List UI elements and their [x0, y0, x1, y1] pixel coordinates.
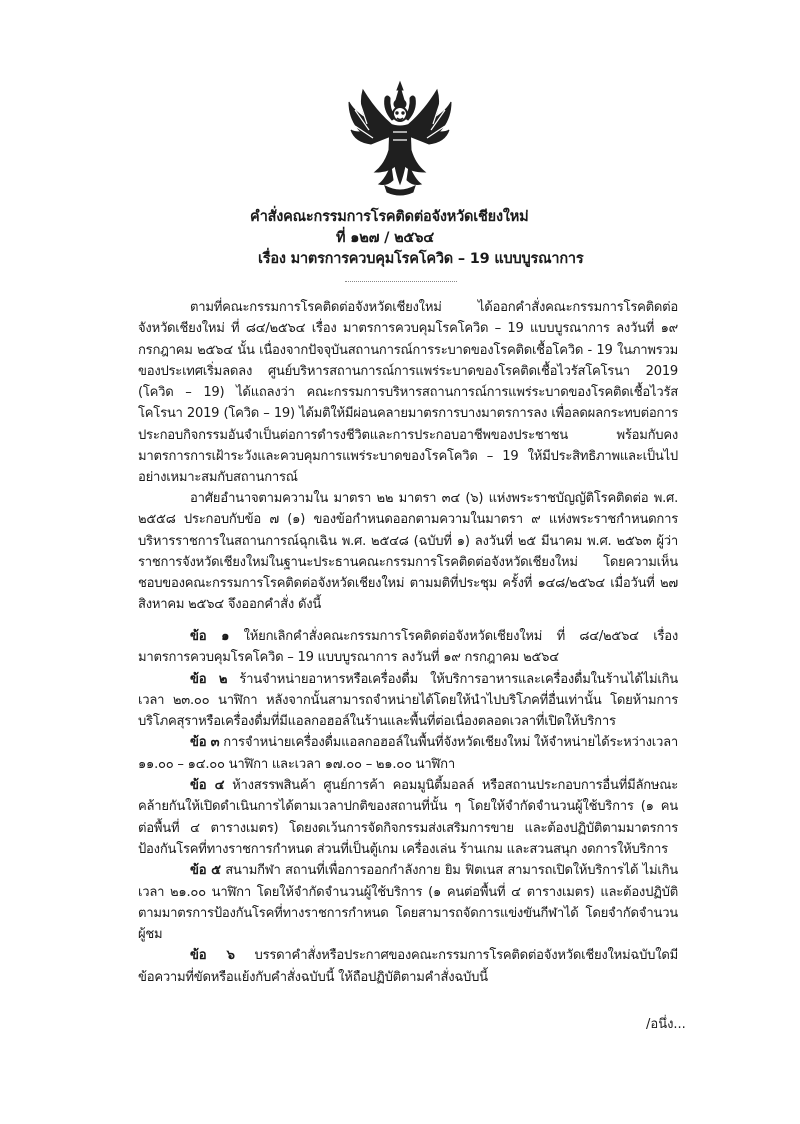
body-paragraph-2 — [138, 488, 678, 616]
clause-list — [138, 626, 678, 988]
clause-text: บรรดาคำสั่งหรือประกาศของคณะกรรมการโรคติดต่อจังหวัดเชียงใหม่ฉบับใดมีข้อความที่ขัดหรือแย้งกับคำสั่งฉบับนี้ ให้ถือปฏิบัติตามคำสั่งฉบับนี้ — [138, 948, 678, 985]
continued-marker: /อนึ่ง... — [646, 1017, 686, 1032]
clause-text: ร้านจำหน่ายอาหารหรือเครื่องดื่ม ให้บริการอาหารและเครื่องดื่มในร้านได้ไม่เกินเวลา ๒๓.๐๐ นาฬิกา หลังจากนั้นสามารถจำหน่ายได้โดยให้นำไปบริโภคที่อื่นเท่านั้น โดยห้ามการบริโภคสุราหรือเครื่องดื่มที่มีแอลกอฮอล์ในร้านและพื้นที่ต่อเนื่องตลอดเวลาที่เปิดให้บริการ — [138, 671, 678, 730]
paragraph-text: อาศัยอำนาจตามความใน มาตรา ๒๒ มาตรา ๓๔ (๖) แห่งพระราชบัญญัติโรคติดต่อ พ.ศ. ๒๕๕๘ ประกอบกับข้อ ๗ (๑) ของข้อกำหนดออกตามความในมาตรา ๙ แห่งพระราชกำหนดการบริหารราชการในสถานการณ์ฉุกเฉิน พ.ศ. ๒๕๔๘ (ฉบับที่ ๑) ลงวันที่ ๒๕ มีนาคม พ.ศ. ๒๕๖๓ ผู้ว่าราชการจังหวัดเชียงใหม่ในฐานะประธานคณะกรรมการโรคติดต่อจังหวัดเชียงใหม่ โดยความเห็นชอบของคณะกรรมการโรคติดต่อจังหวัดเชียงใหม่ ตามมติที่ประชุม ครั้งที่ ๑๔๘/๒๕๖๔ เมื่อวันที่ ๒๗ สิงหาคม ๒๕๖๔ จึงออกคำสั่ง ดังนี้ — [138, 491, 678, 613]
clause-number: ข้อ ๖ — [190, 948, 235, 964]
clause-number: ข้อ ๔ — [190, 778, 225, 794]
document-title: คำสั่งคณะกรรมการโรคติดต่อจังหวัดเชียงใหม่ — [250, 209, 529, 225]
document-number: ที่ ๑๒๗ / ๒๕๖๔ — [336, 230, 434, 246]
clause-item — [138, 626, 678, 669]
clause-item — [138, 669, 678, 733]
body-paragraph-1 — [138, 297, 678, 489]
clause-text: สนามกีฬา สถานที่เพื่อการออกกำลังกาย ยิม ฟิตเนส สามารถเปิดให้บริการได้ ไม่เกินเวลา ๒๑.๐๐ นาฬิกา โดยให้จำกัดจำนวนผู้ใช้บริการ (๑ คนต่อพื้นที่ ๔ ตารางเมตร) และต้องปฏิบัติตามมาตรการป้องกันโรคที่ทางราชการกำหนด โดยสามารถจัดการแข่งขันกีฬาได้ โดยจำกัดจำนวนผู้ชม — [138, 863, 678, 943]
clause-item — [138, 945, 678, 988]
clause-number: ข้อ ๕ — [190, 863, 221, 879]
clause-number: ข้อ ๑ — [190, 629, 230, 644]
header-divider — [345, 281, 457, 282]
garuda-emblem-icon — [345, 80, 455, 198]
paragraph-text: ตามที่คณะกรรมการโรคติดต่อจังหวัดเชียงใหม่ ได้ออกคำสั่งคณะกรรมการโรคติดต่อจังหวัดเชียงใหม่ ที่ ๘๔/๒๕๖๔ เรื่อง มาตรการควบคุมโรคโควิด – 19 แบบบูรณาการ ลงวันที่ ๑๙ กรกฎาคม ๒๕๖๔ นั้น เนื่องจากปัจจุบันสถานการณ์การระบาดของโรคติดเชื้อโควิด - 19 ในภาพรวมของประเทศเริ่มลดลง ศูนย์บริหารสถานการณ์การแพร่ระบาดของโรคติดเชื้อไวรัสโคโรนา 2019 (โควิด – 19) ได้แถลงว่า คณะกรรมการบริหารสถานการณ์การแพร่ระบาดของโรคติดเชื้อไวรัสโคโรนา 2019 (โควิด – 19) ได้มติให้มีผ่อนคลายมาตรการบางมาตรการลง เพื่อลดผลกระทบต่อการประกอบกิจกรรมอันจำเป็นต่อการดำรงชีวิตและการประกอบอาชีพของประชาชน พร้อมกับคงมาตรการการเฝ้าระวังและควบคุมการแพร่ระบาดของโรคโควิด – 19 ให้มีประสิทธิภาพและเป็นไปอย่างเหมาะสมกับสถานการณ์ — [138, 300, 678, 486]
clause-number: ข้อ ๓ — [190, 735, 220, 751]
clause-item — [138, 775, 678, 860]
clause-text: การจำหน่ายเครื่องดื่มแอลกอฮอล์ในพื้นที่จังหวัดเชียงใหม่ ให้จำหน่ายได้ระหว่างเวลา ๑๑.๐๐ – ๑๔.๐๐ นาฬิกา และเวลา ๑๗.๐๐ – ๒๑.๐๐ นาฬิกา — [138, 735, 678, 772]
clause-number: ข้อ ๒ — [190, 671, 228, 687]
document-subject: เรื่อง มาตรการควบคุมโรคโควิด – 19 แบบบูรณาการ — [258, 251, 584, 267]
clause-text: ให้ยกเลิกคำสั่งคณะกรรมการโรคติดต่อจังหวัดเชียงใหม่ ที่ ๘๔/๒๕๖๔ เรื่อง มาตรการควบคุมโรคโควิด – 19 แบบบูรณาการ ลงวันที่ ๑๙ กรกฎาคม ๒๕๖๔ — [138, 629, 679, 666]
clause-item — [138, 732, 678, 775]
clause-item — [138, 860, 678, 945]
clause-text: ห้างสรรพสินค้า ศูนย์การค้า คอมมูนิตี้มอลล์ หรือสถานประกอบการอื่นที่มีลักษณะคล้ายกันให้เปิดดำเนินการได้ตามเวลาปกติของสถานที่นั้น ๆ โดยให้จำกัดจำนวนผู้ใช้บริการ (๑ คนต่อพื้นที่ ๔ ตารางเมตร) โดยงดเว้นการจัดกิจกรรมส่งเสริมการขาย และต้องปฏิบัติตามมาตรการป้องกันโรคที่ทางราชการกำหนด ส่วนที่เป็นตู้เกม เครื่องเล่น ร้านเกม และสวนสนุก งดการให้บริการ — [138, 778, 678, 857]
